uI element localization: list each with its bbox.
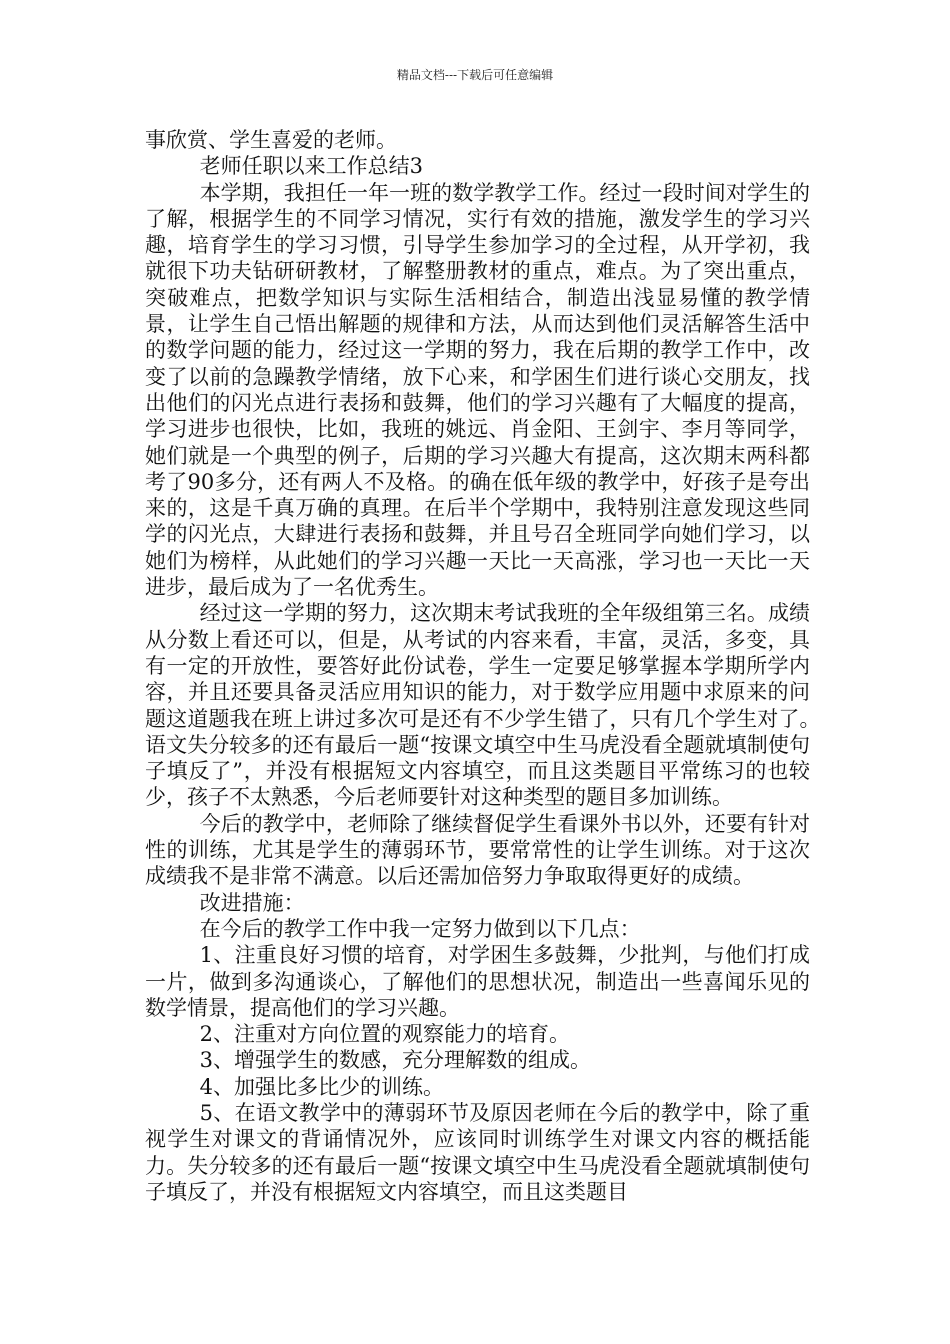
paragraph-continuation: 事欣赏、学生喜爱的老师。 bbox=[145, 128, 397, 152]
subheading: 改进措施： bbox=[199, 890, 305, 915]
list-item: 1、注重良好习惯的培育，对学困生多鼓舞，少批判，与他们打成一片，做到多沟通谈心，了解他们的思想状况，制造出一些喜闻乐见的数学情景，提高他们的学习兴趣。 bbox=[145, 943, 810, 1020]
page-header: 精品文档---下载后可任意编辑 bbox=[396, 68, 554, 82]
paragraph: 今后的教学中，老师除了继续督促学生看课外书以外，还要有针对性的训练，尤其是学生的薄弱环节，要常常性的让学生训练。对于这次成绩我不是非常不满意。以后还需加倍努力争取取得更好的成绩。 bbox=[145, 811, 810, 889]
list-item: 2、注重对方向位置的观察能力的培育。 bbox=[199, 1022, 570, 1047]
section-title: 老师任职以来工作总结3 bbox=[199, 154, 423, 179]
list-item: 3、增强学生的数感，充分理解数的组成。 bbox=[199, 1048, 591, 1073]
paragraph: 在今后的教学工作中我一定努力做到以下几点： bbox=[199, 916, 641, 941]
paragraph: 本学期，我担任一年一班的数学教学工作。经过一段时间对学生的了解，根据学生的不同学习情况，实行有效的措施，激发学生的学习兴趣，培育学生的学习习惯，引导学生参加学习的全过程，从开学初，我就很下功夫钻研研教材，了解整册教材的重点，难点。为了突出重点，突破难点，把数学知识与实际生活相结合，制造出浅显易懂的教学情景，让学生自己悟出解题的规律和方法，从而达到他们灵活解答生活中的数学问题的能力，经过这一学期的努力，我在后期的教学工作中，改变了以前的急躁教学情绪，放下心来，和学困生们进行谈心交朋友，找出他们的闪光点进行表扬和鼓舞，他们的学习兴趣有了大幅度的提高，学习进步也很快，比如，我班的姚远、肖金阳、王剑宇、李月等同学，她们就是一个典型的例子，后期的学习兴趣大有提高，这次期末两科都考了90多分，还有两人不及格。的确在低年级的教学中，好孩子是夸出来的，这是千真万确的真理。在后半个学期中，我特别注意发现这些同学的闪光点，大肆进行表扬和鼓舞，并且号召全班同学向她们学习，以她们为榜样，从此她们的学习兴趣一天比一天高涨，学习也一天比一天进步，最后成为了一名优秀生。 bbox=[145, 180, 810, 600]
document-body bbox=[145, 127, 831, 1205]
paragraph: 经过这一学期的努力，这次期末考试我班的全年级组第三名。成绩从分数上看还可以，但是，从考试的内容来看，丰富，灵活，多变，具有一定的开放性，要答好此份试卷，学生一定要足够掌握本学期所学内容，并且还要具备灵活应用知识的能力，对于数学应用题中求原来的问题这道题我在班上讲过多次可是还有不少学生错了，只有几个学生对了。 语文失分较多的还有最后一题“按课文填空中生马虎没看全题就填制使句子填反了”，并没有根据短文内容填空，而且这类题目平常练习的也较少，孩子不太熟悉，今后老师要针对这种类型的题目多加训练。 bbox=[145, 601, 831, 810]
list-item: 4、加强比多比少的训练。 bbox=[199, 1074, 444, 1099]
list-item: 5、在语文教学中的薄弱环节及原因老师在今后的教学中，除了重视学生对课文的背诵情况外，应该同时训练学生对课文内容的概括能力。失分较多的还有最后一题“按课文填空中生马虎没看全题就填制使句子填反了，并没有根据短文内容填空，而且这类题目 bbox=[145, 1100, 810, 1204]
